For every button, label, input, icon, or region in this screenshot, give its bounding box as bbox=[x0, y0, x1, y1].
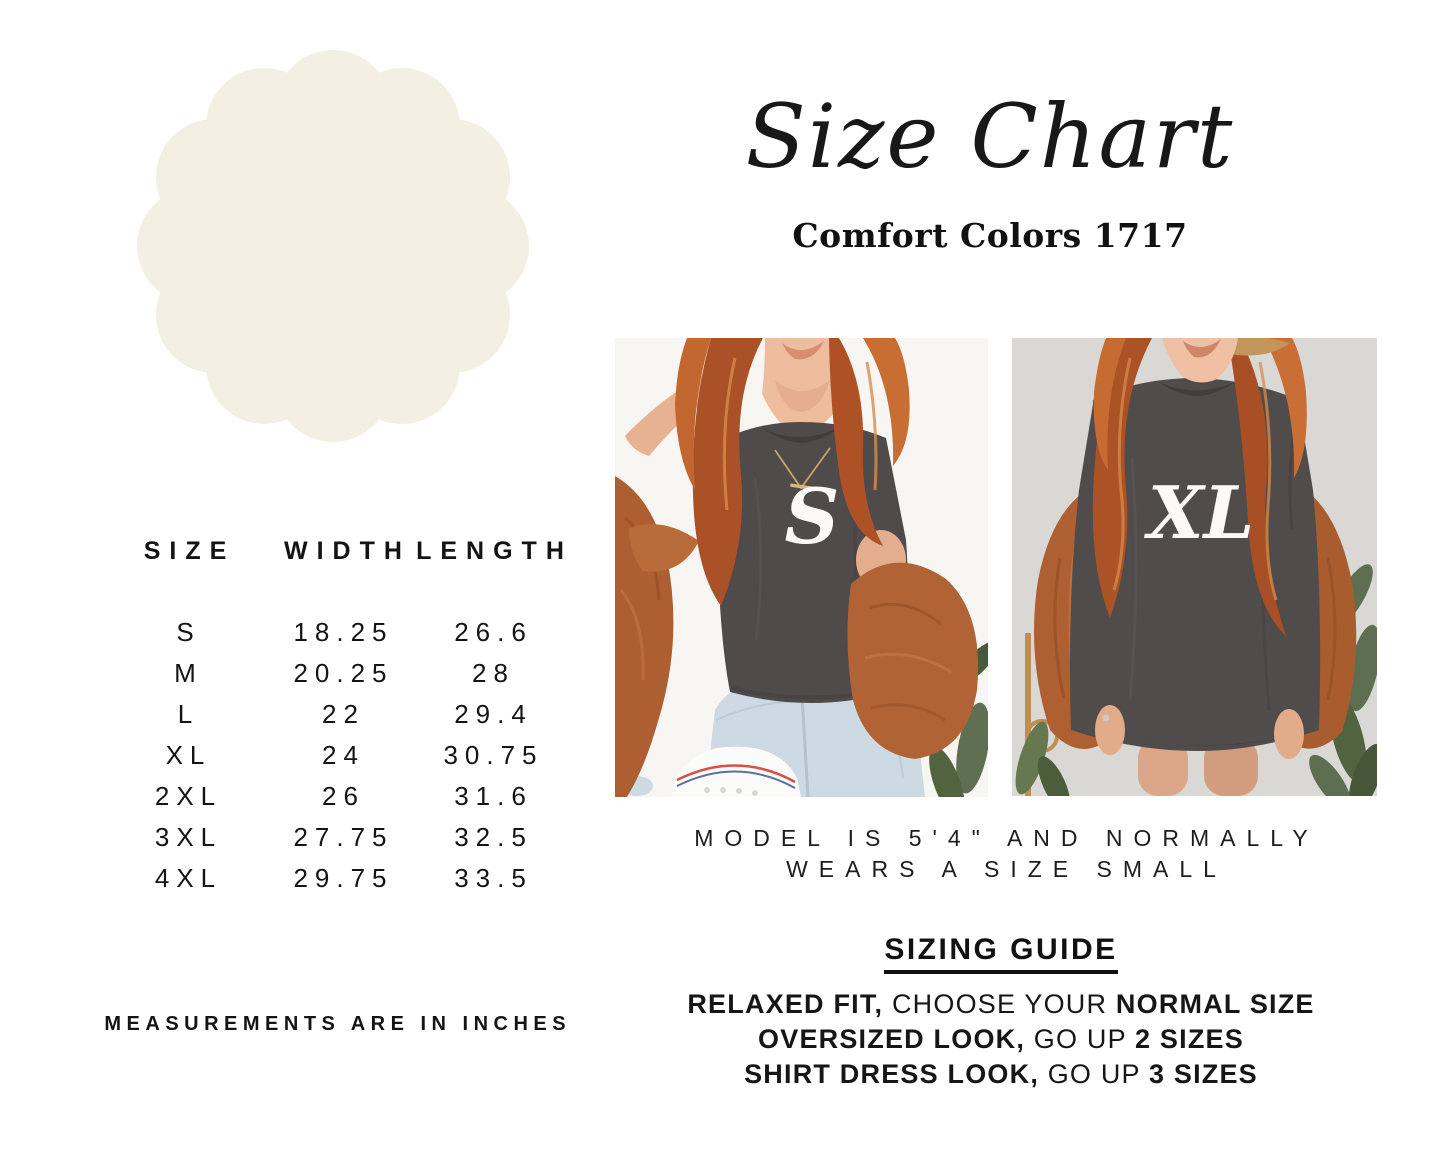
size-cell: S bbox=[176, 617, 201, 647]
guide-bold-text: 2 SIZES bbox=[1135, 1024, 1244, 1054]
table-row bbox=[95, 782, 575, 811]
column-header-size: SIZE bbox=[143, 537, 236, 565]
length-cell: 31.6 bbox=[454, 781, 533, 811]
guide-bold-text: 3 SIZES bbox=[1148, 1059, 1258, 1089]
length-cell: 26.6 bbox=[454, 617, 533, 647]
model-caption bbox=[642, 823, 1360, 885]
sizing-guide-line-relaxed bbox=[642, 987, 1360, 1022]
sizing-guide-lines bbox=[642, 987, 1360, 1092]
guide-regular-text: GO UP bbox=[1047, 1059, 1149, 1089]
size-table bbox=[95, 537, 575, 893]
model-photo-s-illustration bbox=[615, 338, 988, 797]
sizing-guide-line-shirtdress bbox=[642, 1057, 1360, 1092]
length-cell: 28 bbox=[472, 658, 515, 688]
guide-bold-text: OVERSIZED LOOK, bbox=[758, 1024, 1034, 1054]
guide-regular-text: CHOOSE YOUR bbox=[891, 989, 1116, 1019]
measurements-note: MEASUREMENTS ARE IN INCHES bbox=[104, 1013, 572, 1035]
page-title: Size Chart bbox=[745, 85, 1235, 188]
page-subtitle: Comfort Colors 1717 bbox=[792, 216, 1188, 255]
width-cell: 20.25 bbox=[293, 658, 394, 688]
table-row bbox=[95, 618, 575, 647]
width-cell: 18.25 bbox=[293, 617, 394, 647]
length-cell: 30.75 bbox=[443, 740, 544, 770]
size-cell: XL bbox=[165, 740, 212, 770]
model-photo-xl-illustration bbox=[1012, 338, 1377, 796]
shirt-size-letter: S bbox=[784, 472, 840, 561]
model-caption-line-2: WEARS A SIZE SMALL bbox=[786, 856, 1227, 882]
guide-bold-text: NORMAL SIZE bbox=[1115, 989, 1315, 1019]
model-caption-line-1: MODEL IS 5'4" AND NORMALLY bbox=[694, 825, 1319, 851]
sizing-guide-title: SIZING GUIDE bbox=[884, 933, 1117, 974]
guide-bold-text: SHIRT DRESS LOOK, bbox=[744, 1059, 1048, 1089]
table-row bbox=[95, 659, 575, 688]
table-row bbox=[95, 741, 575, 770]
model-photo-size-s bbox=[615, 338, 988, 797]
table-row bbox=[95, 823, 575, 852]
size-cell: 3XL bbox=[154, 822, 223, 852]
column-header-width: WIDTH bbox=[284, 537, 411, 565]
size-table-body bbox=[95, 618, 575, 893]
flower-decoration bbox=[133, 46, 533, 446]
header bbox=[690, 62, 1290, 254]
shirt-size-letter: XL bbox=[1147, 470, 1255, 555]
sizing-guide bbox=[642, 933, 1360, 1092]
width-cell: 22 bbox=[322, 699, 365, 729]
length-cell: 32.5 bbox=[454, 822, 533, 852]
width-cell: 24 bbox=[322, 740, 365, 770]
table-row bbox=[95, 700, 575, 729]
model-photo-size-xl bbox=[1012, 338, 1377, 796]
size-cell: 2XL bbox=[154, 781, 223, 811]
length-cell: 29.4 bbox=[454, 699, 533, 729]
guide-regular-text: GO UP bbox=[1033, 1024, 1135, 1054]
guide-bold-text: RELAXED FIT, bbox=[687, 989, 892, 1019]
size-table-header bbox=[95, 537, 575, 566]
column-header-length: LENGTH bbox=[416, 537, 573, 565]
width-cell: 27.75 bbox=[293, 822, 394, 852]
size-cell: M bbox=[174, 658, 203, 688]
table-row bbox=[95, 864, 575, 893]
size-cell: 4XL bbox=[154, 863, 223, 893]
sizing-guide-line-oversized bbox=[642, 1022, 1360, 1057]
size-cell: L bbox=[177, 699, 200, 729]
width-cell: 29.75 bbox=[293, 863, 394, 893]
length-cell: 33.5 bbox=[454, 863, 533, 893]
width-cell: 26 bbox=[322, 781, 365, 811]
